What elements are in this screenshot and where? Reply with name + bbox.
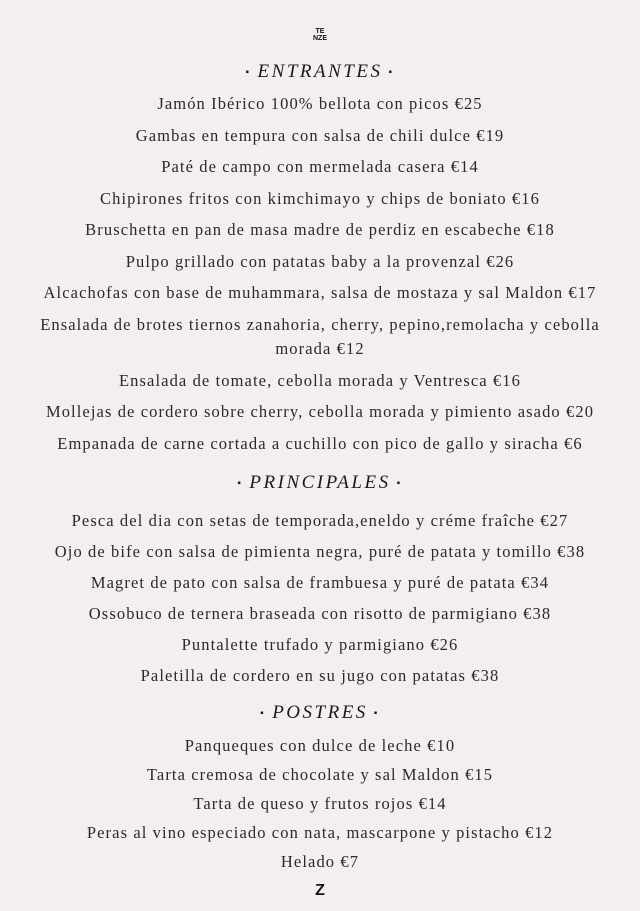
menu-item: Tarta cremosa de chocolate y sal Maldon €15	[146, 765, 494, 784]
heading-text: ENTRANTES	[257, 61, 383, 82]
menu-item: Ensalada de brotes tiernos zanahoria, cherry, pepino,remolacha y cebolla morada €12	[40, 314, 600, 358]
bullet-icon: ▪	[245, 66, 252, 78]
section-entrantes	[0, 57, 640, 459]
menu-item: Ensalada de tomate, cebolla morada y Ventresca €16	[119, 370, 521, 390]
section-heading	[0, 468, 640, 498]
menu-item: Panqueques con dulce de leche €10	[184, 736, 456, 755]
menu-item: Tarta de queso y frutos rojos €14	[193, 794, 447, 813]
logo-text: TE	[315, 28, 325, 35]
menu-item: Gambas en tempura con salsa de chili dulce €19	[135, 125, 505, 145]
menu-item: Paté de campo con mermelada casera €14	[161, 157, 479, 176]
menu-item: Paletilla de cordero en su jugo con patatas €38	[140, 666, 500, 685]
menu-item: Pulpo grillado con patatas baby a la provenzal €26	[125, 251, 515, 271]
logo-text: NZE	[313, 35, 327, 42]
menu-item: Magret de pato con salsa de frambuesa y puré de patata €34	[90, 573, 550, 592]
menu-item: Helado €7	[280, 852, 360, 871]
menu-item: Empanada de carne cortada a cuchillo con pico de gallo y siracha €6	[57, 433, 583, 453]
menu-item: Chipirones fritos con kimchimayo y chips de boniato €16	[100, 188, 540, 208]
section-heading	[0, 698, 640, 728]
menu-item: Ojo de bife con salsa de pimienta negra, puré de patata y tomillo €38	[54, 542, 586, 561]
heading-text: POSTRES	[272, 702, 368, 723]
section-postres	[0, 698, 640, 876]
section-heading	[0, 57, 640, 87]
bullet-icon: ▪	[388, 66, 395, 78]
bullet-icon: ▪	[260, 707, 267, 719]
bullet-icon: ▪	[396, 477, 403, 489]
menu-item: Jamón Ibérico 100% bellota con picos €25	[157, 94, 483, 113]
menu-item: Mollejas de cordero sobre cherry, cebolla morada y pimiento asado €20	[45, 402, 595, 421]
menu-item: Peras al vino especiado con nata, mascarpone y pistacho €12	[86, 823, 554, 842]
menu-item: Puntalette trufado y parmigiano €26	[181, 635, 459, 654]
bullet-icon: ▪	[237, 477, 244, 489]
footer-logo: Z	[315, 882, 325, 899]
section-principales	[0, 468, 640, 691]
bullet-icon: ▪	[373, 707, 380, 719]
heading-text: PRINCIPALES	[249, 472, 391, 493]
menu-item: Alcachofas con base de muhammara, salsa de mostaza y sal Maldon €17	[43, 283, 597, 302]
menu-item: Pesca del dia con setas de temporada,eneldo y créme fraîche €27	[71, 511, 569, 530]
menu-item: Bruschetta en pan de masa madre de perdiz en escabeche €18	[85, 220, 555, 239]
menu-item: Ossobuco de ternera braseada con risotto de parmigiano €38	[88, 604, 552, 623]
logo	[0, 28, 640, 42]
